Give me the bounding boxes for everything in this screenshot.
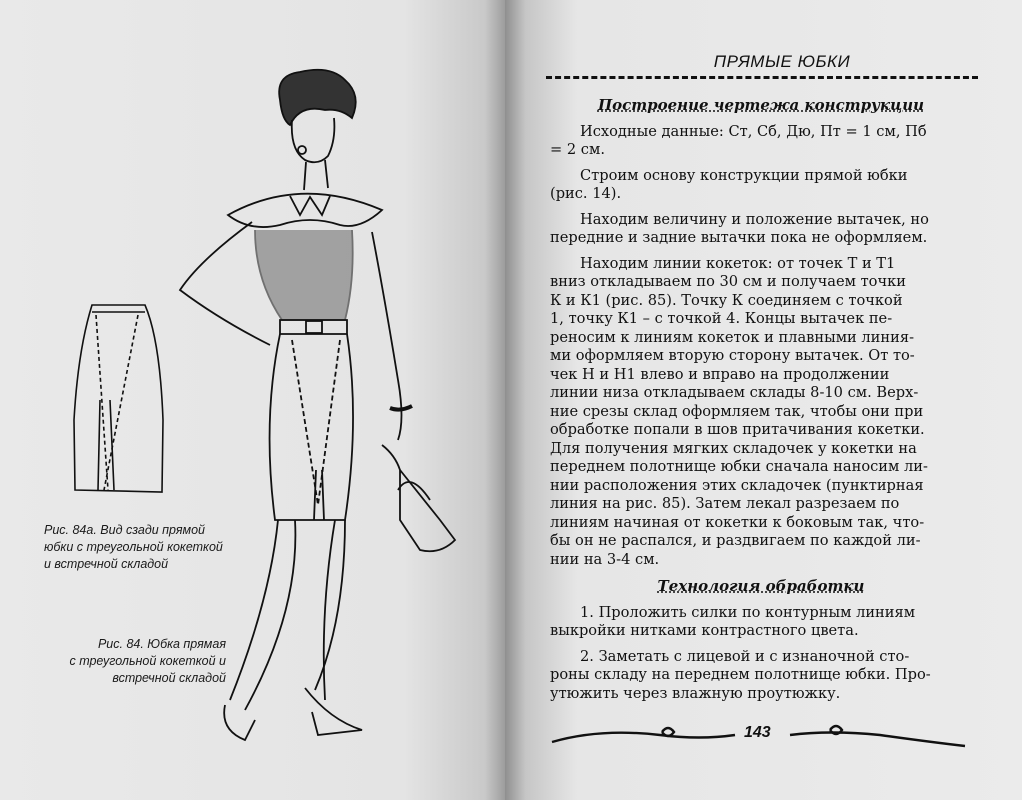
skirt-back-view-drawing xyxy=(74,305,163,492)
caption-line: Рис. 84а. Вид сзади прямой xyxy=(44,523,206,537)
text-line: переднем полотнище юбки сначала наносим ли- xyxy=(550,458,928,475)
text-line: К и К1 (рис. 85). Точку К соединяем с точкой xyxy=(550,291,903,309)
caption-fig-84 xyxy=(50,636,226,687)
header-dashed-rule xyxy=(546,76,978,79)
text-line: линиям начиная от кокетки к боковым так, что- xyxy=(550,513,925,531)
text-line: передние и задние вытачки пока не оформляем. xyxy=(550,229,928,246)
text-line: = 2 см. xyxy=(550,141,605,158)
paragraph xyxy=(550,211,972,248)
text-line: Находим величину и положение вытачек, но xyxy=(580,210,929,228)
text-line: Исходные данные: Ст, Сб, Дю, Пт = 1 см, Пб xyxy=(580,122,927,140)
text-line: утюжить через влажную проутюжку. xyxy=(550,684,841,702)
text-line: реносим к линиям кокеток и плавными линия- xyxy=(550,328,915,346)
caption-line: юбки с треугольной кокеткой xyxy=(44,540,223,554)
text-line: обработке попали в шов притачивания кокетки. xyxy=(550,421,925,438)
text-line: ние срезы склад оформляем так, чтобы они при xyxy=(550,402,924,420)
section-title-technology: Технология обработки xyxy=(657,577,865,595)
text-line: линии низа откладываем склады 8-10 см. Верх- xyxy=(550,384,919,401)
text-line: Находим линии кокеток: от точек Т и Т1 xyxy=(580,254,896,272)
text-line: бы он не распался, и раздвигаем по каждой ли- xyxy=(550,532,921,549)
text-line: нии расположения этих складочек (пунктирная xyxy=(550,476,924,494)
caption-line: встречной складой xyxy=(112,671,226,685)
body-text xyxy=(550,96,972,710)
caption-line: Рис. 84. Юбка прямая xyxy=(97,637,226,651)
caption-fig-84a xyxy=(44,522,244,573)
caption-line: и встречной складой xyxy=(44,557,169,571)
running-title: ПРЯМЫЕ ЮБКИ xyxy=(713,52,851,71)
text-line: выкройки нитками контрастного цвета. xyxy=(550,622,859,639)
text-line: чек Н и Н1 влево и вправо на продолжении xyxy=(550,365,890,383)
text-line: 1, точку К1 – с точкой 4. Концы вытачек пе- xyxy=(550,310,893,327)
paragraph xyxy=(550,255,972,570)
text-line: нии на 3-4 см. xyxy=(550,550,660,568)
text-line: Строим основу конструкции прямой юбки xyxy=(580,166,908,184)
paragraph xyxy=(550,604,972,641)
text-line: линия на рис. 85). Затем лекал разрезаем по xyxy=(550,495,900,512)
text-line: 1. Проложить силки по контурным линиям xyxy=(580,603,916,621)
text-line: Для получения мягких складочек у кокетки на xyxy=(550,439,917,457)
text-line: (рис. 14). xyxy=(550,185,622,202)
text-line: 2. Заметать с лицевой и с изнаночной сто- xyxy=(580,647,910,665)
folio xyxy=(546,716,986,756)
page-number: 143 xyxy=(744,724,771,741)
caption-line: с треугольной кокеткой и xyxy=(69,654,226,668)
text-line: вниз откладываем по 30 см и получаем точки xyxy=(550,273,906,290)
paragraph xyxy=(550,167,972,204)
text-line: роны складу на переднем полотнище юбки. Про- xyxy=(550,666,931,683)
text-line: ми оформляем вторую сторону вытачек. От то- xyxy=(550,347,915,364)
paragraph xyxy=(550,648,972,704)
section-title-construction: Построение чертежа конструкции xyxy=(597,96,925,114)
running-header xyxy=(546,52,978,79)
paragraph xyxy=(550,123,972,160)
